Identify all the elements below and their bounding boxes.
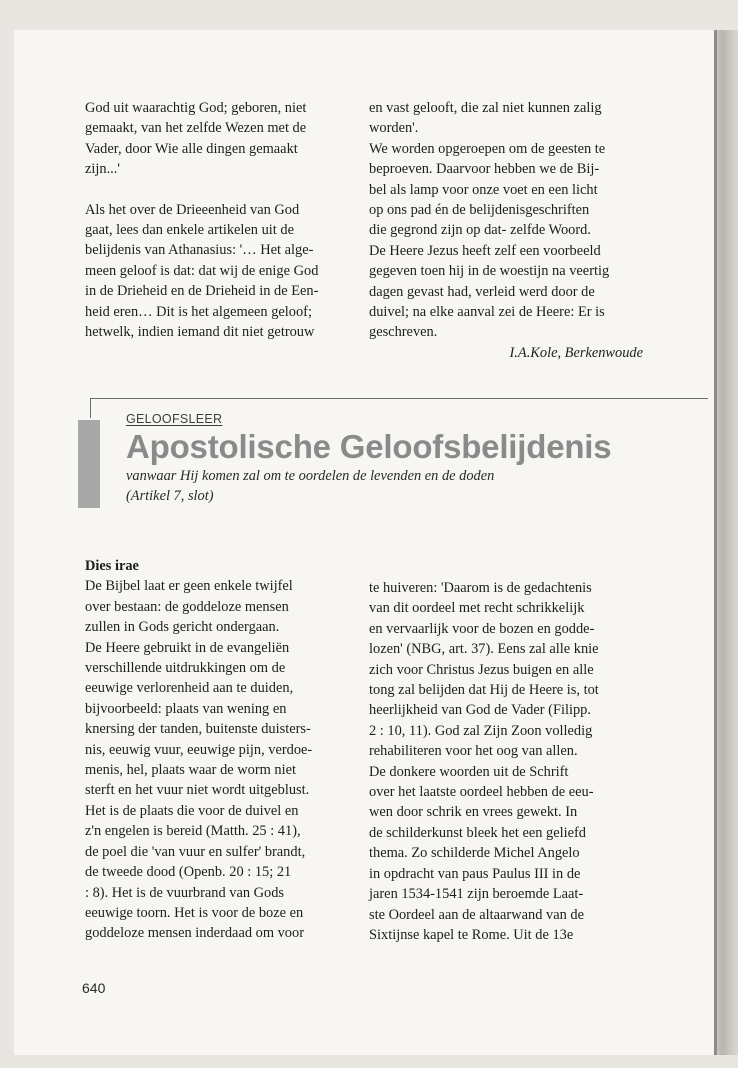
- text-line: lozen' (NBG, art. 37). Eens zal alle knie: [369, 641, 599, 658]
- text-line: nis, eeuwig vuur, eeuwige pijn, verdoe-: [85, 741, 313, 758]
- text-line: te huiveren: 'Daarom is de gedachtenis: [369, 580, 592, 596]
- text-line: ste Oordeel aan de altaarwand van de: [369, 906, 584, 923]
- text-line: duivel; na elke aanval zei de Heere: Er is: [369, 304, 605, 321]
- text-line: De Heere Jezus heeft zelf een voorbeeld: [369, 242, 601, 259]
- article-left-column: [85, 556, 385, 944]
- text-line: verschillende uitdrukkingen om de: [85, 660, 286, 677]
- section-divider-tick: [90, 398, 91, 418]
- text-line: van dit oordeel met recht schrikkelijk: [369, 600, 585, 617]
- text-line: wen door schrik en vrees gewekt. In: [369, 804, 578, 821]
- page-number: 640: [82, 980, 106, 996]
- article-subtitle: [126, 466, 686, 507]
- text-line: worden'.: [369, 120, 419, 137]
- text-line: gegeven toen hij in de woestijn na veertig: [369, 263, 610, 280]
- text-line: die gegrond zijn op dat- zelfde Woord.: [369, 222, 591, 239]
- text-line: bel als lamp voor onze voet en een licht: [369, 181, 598, 198]
- author-signature: I.A.Kole, Berkenwoude: [509, 344, 643, 361]
- text-line: belijdenis van Athanasius: '… Het alge-: [85, 242, 314, 259]
- text-line: zullen in Gods gericht ondergaan.: [85, 619, 280, 636]
- decorative-bar: [78, 420, 100, 508]
- text-line: gaat, lees dan enkele artikelen uit de: [85, 222, 294, 239]
- text-line: We worden opgeroepen om de geesten te: [369, 140, 606, 157]
- text-line: de poel die 'van vuur en sulfer' brandt,: [85, 843, 306, 860]
- subtitle-line: (Artikel 7, slot): [126, 488, 214, 505]
- section-divider: [90, 398, 708, 399]
- text-line: tong zal belijden dat Hij de Heere is, tot: [369, 682, 599, 699]
- text-line: en vervaarlijk voor de bozen en godde-: [369, 620, 595, 637]
- text-line: op ons pad én de belijdenisgeschriften: [369, 202, 590, 219]
- text-line: en vast gelooft, die zal niet kunnen zalig: [369, 100, 602, 116]
- text-line: meen geloof is dat: dat wij de enige God: [85, 262, 319, 279]
- text-line: menis, hel, plaats waar de worm niet: [85, 762, 296, 779]
- text-line: De Bijbel laat er geen enkele twijfel: [85, 578, 293, 595]
- text-line: Het is de plaats die voor de duivel en: [85, 802, 299, 819]
- text-line: gemaakt, van het zelfde Wezen met de: [85, 120, 307, 137]
- text-line: de schilderkunst bleek het een geliefd: [369, 824, 586, 841]
- text-line: God uit waarachtig God; geboren, niet: [85, 100, 307, 116]
- text-line: De donkere woorden uit de Schrift: [369, 763, 569, 780]
- text-line: eeuwige toorn. Het is voor de boze en: [85, 904, 304, 921]
- top-left-column: [85, 98, 385, 342]
- text-line: heerlijkheid van God de Vader (Filipp.: [369, 702, 591, 719]
- text-line: rehabiliteren voor het oog van allen.: [369, 743, 578, 760]
- text-line: eeuwige verlorenheid aan te duiden,: [85, 680, 294, 697]
- text-line: jaren 1534-1541 zijn beroemde Laat-: [369, 886, 584, 903]
- top-right-column: [369, 98, 649, 363]
- text-line: knersing der tanden, buitenste duisters-: [85, 721, 311, 738]
- text-line: heid eren… Dit is het algemeen geloof;: [85, 303, 312, 320]
- text-line: Sixtijnse kapel te Rome. Uit de 13e: [369, 926, 574, 943]
- text-line: zich voor Christus Jezus buigen en alle: [369, 661, 594, 678]
- text-line: bijvoorbeeld: plaats van wening en: [85, 700, 287, 717]
- text-line: dagen gevast had, verleid werd door de: [369, 283, 595, 300]
- text-line: 2 : 10, 11). God zal Zijn Zoon volledig: [369, 722, 593, 739]
- text-line: Als het over de Drieeenheid van God: [85, 201, 300, 218]
- text-line: over bestaan: de goddeloze mensen: [85, 598, 289, 615]
- text-line: Vader, door Wie alle dingen gemaakt: [85, 140, 298, 157]
- text-line: in opdracht van paus Paulus III in de: [369, 865, 581, 882]
- text-line: thema. Zo schilderde Michel Angelo: [369, 845, 580, 862]
- text-line: geschreven.: [369, 324, 438, 341]
- text-line: sterft en het vuur niet wordt uitgeblust.: [85, 782, 310, 799]
- text-line: de tweede dood (Openb. 20 : 15; 21: [85, 864, 292, 881]
- text-line: hetwelk, indien iemand dit niet getrouw: [85, 324, 315, 341]
- article-subhead: Dies irae: [85, 558, 139, 574]
- article-title: Apostolische Geloofsbelijdenis: [126, 428, 612, 465]
- text-line: beproeven. Daarvoor hebben we de Bij-: [369, 161, 600, 178]
- text-line: goddeloze mensen inderdaad om voor: [85, 925, 304, 942]
- text-line: z'n engelen is bereid (Matth. 25 : 41),: [85, 823, 301, 840]
- section-kicker: GELOOFSLEER: [126, 412, 223, 426]
- text-line: De Heere gebruikt in de evangeliën: [85, 639, 290, 656]
- text-line: in de Drieheid en de Drieheid in de Een-: [85, 283, 319, 300]
- page-edge: [714, 30, 738, 1055]
- text-line: : 8). Het is de vuurbrand van Gods: [85, 884, 285, 901]
- text-line: zijn...': [85, 161, 120, 178]
- text-line: over het laatste oordeel hebben de eeu-: [369, 784, 594, 801]
- article-right-column: [369, 578, 661, 945]
- subtitle-line: vanwaar Hij komen zal om te oordelen de levenden en de doden: [126, 468, 495, 484]
